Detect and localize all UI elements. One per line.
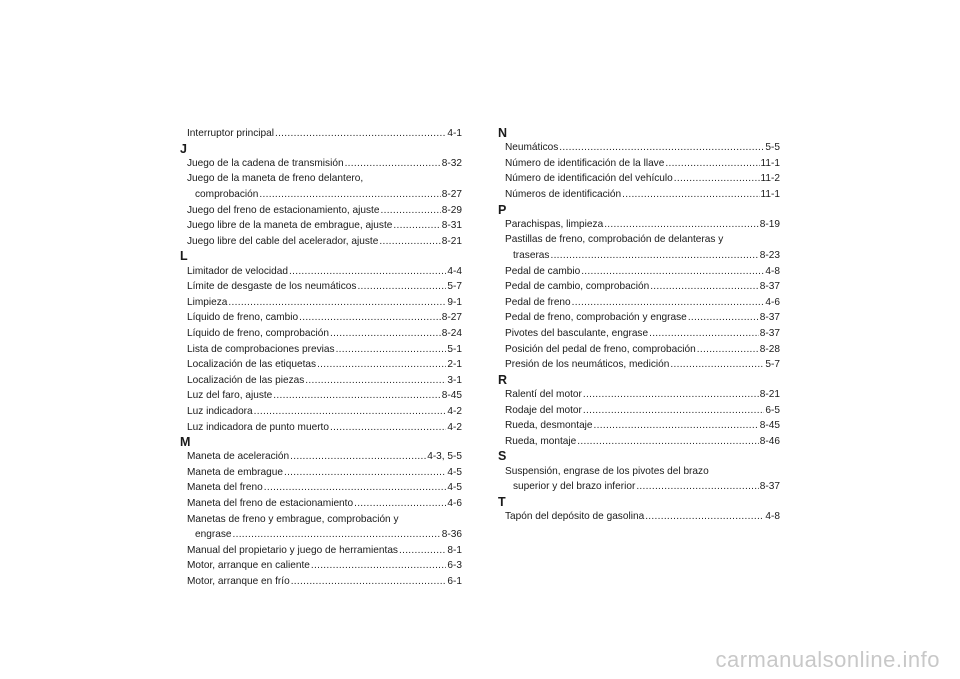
index-entry <box>505 187 780 203</box>
dot-leader <box>583 403 765 419</box>
index-entry-continuation <box>513 248 780 264</box>
entry-page-number: 8-37 <box>759 281 780 293</box>
index-entry <box>505 140 780 156</box>
index-entry <box>505 403 780 419</box>
entry-page-number: 8-27 <box>441 312 462 324</box>
entry-label: Luz indicadora <box>187 405 253 417</box>
entry-page-number: 5-1 <box>447 343 462 355</box>
dot-leader <box>357 279 446 295</box>
dot-leader <box>581 264 764 280</box>
entry-page-number: 11-1 <box>760 188 780 200</box>
dot-leader <box>291 574 447 590</box>
entry-label: Luz del faro, ajuste <box>187 390 273 402</box>
entry-label: superior y del brazo inferior <box>513 481 636 493</box>
entry-page-number: 8-37 <box>759 327 780 339</box>
index-entry <box>505 434 780 450</box>
index-entry <box>505 156 780 172</box>
dot-leader <box>622 187 759 203</box>
index-entry <box>187 126 462 142</box>
dot-leader <box>688 310 759 326</box>
index-entry <box>187 234 462 250</box>
section-letter: T <box>498 494 506 509</box>
index-entry <box>505 418 780 434</box>
dot-leader <box>264 480 447 496</box>
entry-label: Ralentí del motor <box>505 388 582 400</box>
entry-label: Maneta de aceleración <box>187 451 290 463</box>
entry-page-number: 3-1 <box>447 374 462 386</box>
index-entry-continuation <box>195 527 462 543</box>
entry-label: Lista de comprobaciones previas <box>187 343 335 355</box>
entry-label: traseras <box>513 249 550 261</box>
dot-leader <box>275 126 446 142</box>
index-entry <box>505 509 780 525</box>
entry-page-number: 4-5 <box>447 482 462 494</box>
entry-page-number: 4-3, 5-5 <box>427 451 462 463</box>
index-entry <box>187 373 462 389</box>
index-entry <box>187 496 462 512</box>
entry-page-number: 4-2 <box>447 405 462 417</box>
dot-leader <box>354 496 446 512</box>
dot-leader <box>636 479 758 495</box>
section-letter: L <box>180 249 188 264</box>
entry-label: Localización de las etiquetas <box>187 359 317 371</box>
index-entry-first-line: Manetas de freno y embrague, comprobación y <box>187 513 399 525</box>
index-entry-first-line: Juego de la maneta de freno delantero, <box>187 173 364 185</box>
entry-page-number: 4-8 <box>765 265 780 277</box>
entry-label: Manual del propietario y juego de herramientas <box>187 544 398 556</box>
index-entry <box>187 420 462 436</box>
index-column-left <box>180 126 462 590</box>
entry-label: Parachispas, limpieza <box>505 218 604 230</box>
entry-label: Números de identificación <box>505 188 622 200</box>
index-entry <box>187 264 462 280</box>
index-entry <box>187 156 462 172</box>
entry-label: Interruptor principal <box>187 128 274 139</box>
entry-label: Posición del pedal de freno, comprobación <box>505 343 696 355</box>
index-entry <box>505 342 780 358</box>
section-letter: N <box>498 126 508 140</box>
dot-leader <box>305 373 446 389</box>
entry-label: Líquido de freno, cambio <box>187 312 299 324</box>
section-letter: P <box>498 202 507 217</box>
entry-label: Limitador de velocidad <box>187 265 288 277</box>
index-entry <box>187 574 462 590</box>
entry-label: Presión de los neumáticos, medición <box>505 359 670 371</box>
entry-page-number: 5-7 <box>447 281 462 293</box>
dot-leader <box>259 187 440 203</box>
entry-page-number: 2-1 <box>447 359 462 371</box>
entry-label: Rueda, montaje <box>505 435 577 447</box>
dot-leader <box>330 326 441 342</box>
entry-page-number: 5-5 <box>765 142 780 154</box>
entry-page-number: 8-19 <box>759 218 780 230</box>
dot-leader <box>330 420 446 436</box>
entry-label: Límite de desgaste de los neumáticos <box>187 281 357 293</box>
index-entry <box>505 326 780 342</box>
entry-page-number: 4-1 <box>447 128 462 139</box>
entry-page-number: 8-45 <box>759 420 780 432</box>
entry-page-number: 4-4 <box>447 265 462 277</box>
section-letter: R <box>498 372 508 387</box>
dot-leader <box>665 156 759 172</box>
index-column-right <box>498 126 780 524</box>
entry-page-number: 6-3 <box>447 560 462 572</box>
index-entry <box>187 388 462 404</box>
watermark: carmanualsonline.info <box>715 647 940 672</box>
dot-leader <box>345 156 441 172</box>
entry-label: Luz indicadora de punto muerto <box>187 421 329 433</box>
entry-label: Pedal de freno, comprobación y engrase <box>505 312 687 324</box>
entry-label: engrase <box>195 529 232 541</box>
entry-label: Pivotes del basculante, engrase <box>505 327 649 339</box>
index-entry <box>187 404 462 420</box>
dot-leader <box>232 527 440 543</box>
entry-page-number: 4-6 <box>765 296 780 308</box>
entry-page-number: 4-8 <box>765 510 780 522</box>
dot-leader <box>559 140 764 156</box>
index-entry-first-line: Suspensión, engrase de los pivotes del brazo <box>505 465 709 477</box>
dot-leader <box>583 387 759 403</box>
index-entry <box>187 326 462 342</box>
entry-page-number: 8-37 <box>759 312 780 324</box>
index-entry <box>187 218 462 234</box>
dot-leader <box>399 543 446 559</box>
index-entry <box>187 480 462 496</box>
index-entry <box>187 558 462 574</box>
index-entry <box>187 310 462 326</box>
entry-label: Maneta del freno de estacionamiento <box>187 498 354 510</box>
entry-page-number: 8-32 <box>441 157 462 169</box>
index-entry <box>505 310 780 326</box>
dot-leader <box>254 404 447 420</box>
entry-page-number: 6-5 <box>765 404 780 416</box>
entry-label: Número de identificación del vehículo <box>505 173 673 185</box>
index-entry <box>187 465 462 481</box>
index-entry <box>505 387 780 403</box>
entry-label: Maneta del freno <box>187 482 263 494</box>
dot-leader <box>550 248 758 264</box>
entry-label: Juego del freno de estacionamiento, ajuste <box>187 204 380 216</box>
entry-page-number: 8-46 <box>759 435 780 447</box>
entry-label: comprobación <box>195 188 259 200</box>
index-entry <box>187 543 462 559</box>
index-entry <box>505 279 780 295</box>
entry-label: Número de identificación de la llave <box>505 157 665 169</box>
dot-leader <box>645 509 764 525</box>
entry-page-number: 8-24 <box>441 327 462 339</box>
entry-label: Pedal de freno <box>505 296 571 308</box>
dot-leader <box>670 357 764 373</box>
index-entry <box>505 217 780 233</box>
entry-page-number: 8-21 <box>441 235 462 247</box>
entry-page-number: 4-5 <box>447 466 462 478</box>
entry-label: Localización de las piezas <box>187 374 305 386</box>
entry-label: Juego de la cadena de transmisión <box>187 157 344 169</box>
dot-leader <box>604 217 759 233</box>
entry-label: Motor, arranque en caliente <box>187 560 310 572</box>
entry-label: Maneta de embrague <box>187 466 283 478</box>
dot-leader <box>577 434 759 450</box>
index-entry <box>505 264 780 280</box>
entry-page-number: 11-2 <box>760 173 780 185</box>
dot-leader <box>273 388 441 404</box>
dot-leader <box>379 234 440 250</box>
entry-page-number: 8-36 <box>441 529 462 541</box>
entry-page-number: 8-27 <box>441 188 462 200</box>
entry-label: Motor, arranque en frío <box>187 576 290 588</box>
entry-page-number: 8-37 <box>759 481 780 493</box>
entry-page-number: 5-7 <box>765 359 780 371</box>
dot-leader <box>290 449 426 465</box>
entry-page-number: 6-1 <box>447 576 462 588</box>
index-entry <box>505 295 780 311</box>
entry-page-number: 8-29 <box>441 204 462 216</box>
dot-leader <box>393 218 440 234</box>
entry-label: Tapón del depósito de gasolina <box>505 510 645 522</box>
section-letter: J <box>180 141 187 156</box>
index-entry <box>187 342 462 358</box>
entry-page-number: 8-45 <box>441 390 462 402</box>
entry-label: Juego libre de la maneta de embrague, ajuste <box>187 220 393 232</box>
entry-label: Juego libre del cable del acelerador, ajuste <box>187 235 379 247</box>
entry-page-number: 11-1 <box>760 157 780 169</box>
entry-label: Pedal de cambio <box>505 265 581 277</box>
dot-leader <box>674 171 760 187</box>
section-letter: M <box>180 435 191 450</box>
entry-label: Pedal de cambio, comprobación <box>505 281 650 293</box>
index-entry <box>187 203 462 219</box>
entry-page-number: 9-1 <box>447 296 462 308</box>
entry-label: Rueda, desmontaje <box>505 420 593 432</box>
dot-leader <box>228 295 446 311</box>
entry-page-number: 8-28 <box>759 343 780 355</box>
entry-page-number: 4-6 <box>447 498 462 510</box>
index-entry <box>505 357 780 373</box>
entry-label: Rodaje del motor <box>505 404 582 416</box>
entry-label: Neumáticos <box>505 142 559 154</box>
index-entry <box>187 295 462 311</box>
entry-label: Limpieza <box>187 296 228 308</box>
dot-leader <box>336 342 447 358</box>
dot-leader <box>594 418 759 434</box>
index-entry <box>187 357 462 373</box>
dot-leader <box>649 326 759 342</box>
dot-leader <box>572 295 765 311</box>
entry-page-number: 8-1 <box>447 544 462 556</box>
dot-leader <box>289 264 446 280</box>
index-entry <box>187 279 462 295</box>
index-entry-continuation <box>513 479 780 495</box>
entry-page-number: 4-2 <box>447 421 462 433</box>
dot-leader <box>299 310 441 326</box>
dot-leader <box>284 465 446 481</box>
dot-leader <box>311 558 447 574</box>
dot-leader <box>697 342 759 358</box>
index-entry <box>505 171 780 187</box>
entry-page-number: 8-31 <box>441 220 462 232</box>
entry-page-number: 8-21 <box>759 388 780 400</box>
dot-leader <box>317 357 446 373</box>
dot-leader <box>380 203 440 219</box>
entry-label: Líquido de freno, comprobación <box>187 327 329 339</box>
index-entry-continuation <box>195 187 462 203</box>
dot-leader <box>650 279 759 295</box>
entry-page-number: 8-23 <box>759 249 780 261</box>
index-entry-first-line: Pastillas de freno, comprobación de delanteras y <box>505 234 724 246</box>
index-entry <box>187 449 462 465</box>
section-letter: S <box>498 449 507 464</box>
